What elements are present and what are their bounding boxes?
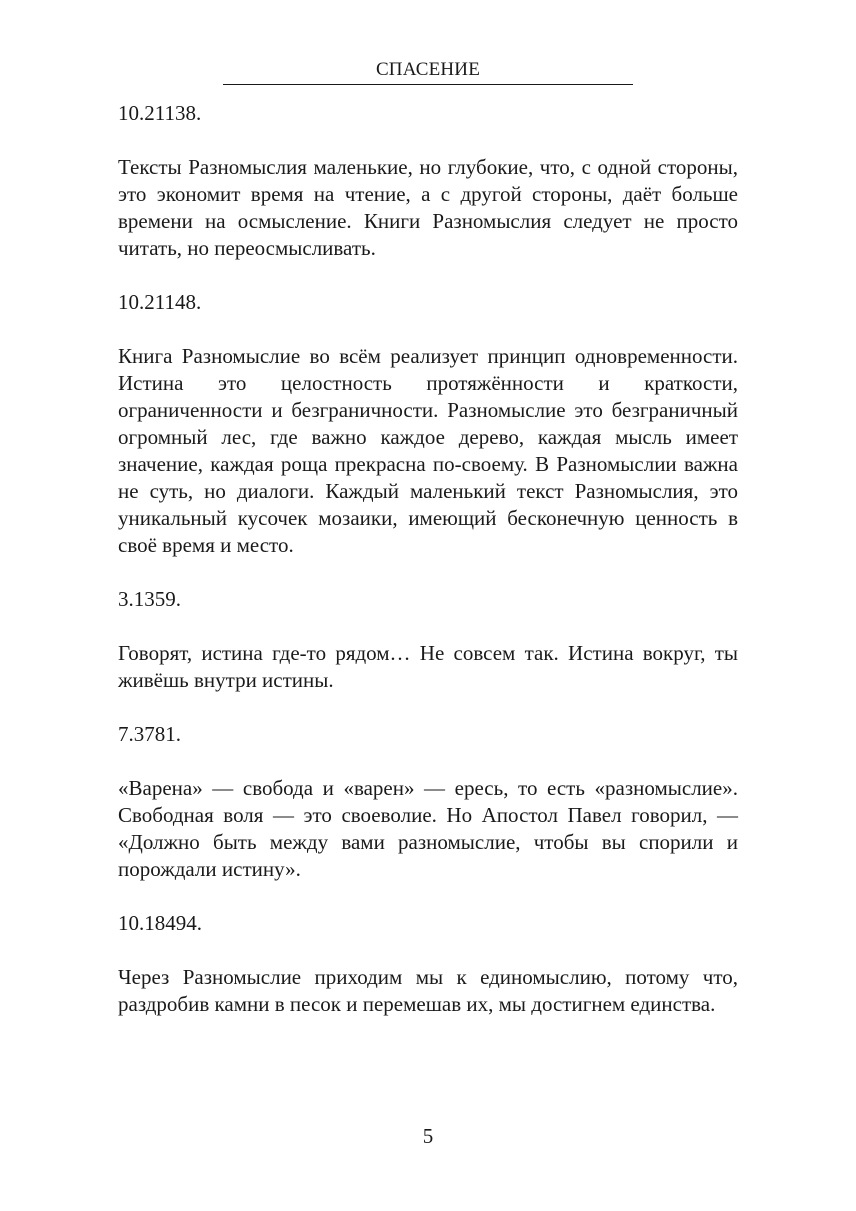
entry-id: 10.21148. bbox=[118, 290, 202, 314]
entry-id: 3.1359. bbox=[118, 587, 181, 611]
running-header: СПАСЕНИЕ bbox=[375, 59, 481, 80]
entry-id: 10.21138. bbox=[118, 101, 202, 125]
entry-text: Через Разномыслие приходим мы к единомыслию, потому что, раздробив камни в песок и перемешав их, мы достигнем единства. bbox=[118, 965, 738, 1016]
entry-id: 10.18494. bbox=[118, 911, 202, 935]
header-divider bbox=[223, 84, 633, 85]
entry-text: «Варена» — свобода и «варен» — ересь, то есть «разномыслие». Свободная воля — это своеволие. Но Апостол Павел говорил, — «Должно быть между вами разномыслие, чтобы вы спорили и порождали истину». bbox=[118, 776, 738, 881]
entry-text: Книга Разномыслие во всём реализует принцип одновременности. Истина это целостность протяжённости и краткости, ограниченности и безграничности. Разномыслие это безграничный огромный лес, где важно каждое дерево, каждая мысль имеет значение, каждая роща прекрасна по-своему. В Разномыслии важна не суть, но диалоги. Каждый маленький текст Разномыслия, это уникальный кусочек мозаики, имеющий бесконечную ценность в своё время и место. bbox=[118, 344, 738, 557]
page-content bbox=[118, 100, 738, 1045]
entry-text: Тексты Разномыслия маленькие, но глубокие, что, с одной стороны, это экономит время на чтение, а с другой стороны, даёт больше времени на осмысление. Книги Разномыслия следует не просто читать, но переосмысливать. bbox=[118, 155, 738, 260]
entry-text: Говорят, истина где-то рядом… Не совсем так. Истина вокруг, ты живёшь внутри истины. bbox=[118, 641, 738, 692]
page-number: 5 bbox=[422, 1124, 434, 1148]
entry-id: 7.3781. bbox=[118, 722, 181, 746]
